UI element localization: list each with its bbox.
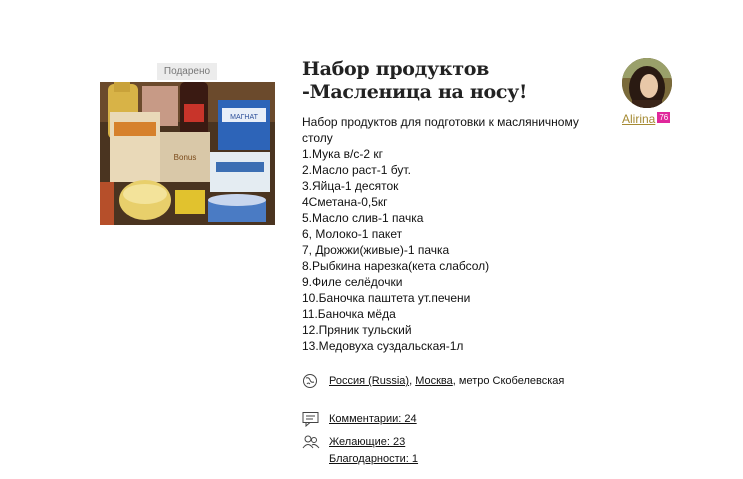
gift-photo[interactable]: [100, 82, 275, 225]
description-line: 7, Дрожжи(живые)-1 пачка: [302, 243, 450, 257]
gifted-badge: Подарено: [157, 63, 217, 80]
thanks-link[interactable]: Благодарности: 1: [329, 453, 419, 465]
gift-description: [302, 114, 602, 354]
bag-label: Bonus: [173, 153, 197, 162]
author-block: [622, 112, 670, 126]
comment-icon: [302, 411, 320, 427]
gift-title: Набор продуктов -Масленица на носу!: [302, 58, 528, 103]
description-line: 8.Рыбкина нарезка(кета слабсол): [302, 259, 490, 273]
comments-row: [302, 411, 417, 427]
description-line: столу: [302, 131, 333, 145]
author-name-link[interactable]: Alirina: [622, 112, 656, 126]
description-line: 1.Мука в/с-2 кг: [302, 147, 383, 161]
people-icon: [302, 434, 320, 450]
description-line: Набор продуктов для подготовки к масляничному: [302, 115, 579, 129]
description-line: 5.Масло слив-1 пачка: [302, 211, 424, 225]
description-line: 6, Молоко-1 пакет: [302, 227, 403, 241]
description-line: 3.Яйца-1 десяток: [302, 179, 399, 193]
thanks-row: [329, 453, 418, 465]
gift-photo-image: [100, 82, 275, 225]
location-separator: ,: [409, 375, 413, 387]
author-karma-badge: 76: [659, 113, 669, 122]
city-link[interactable]: Москва: [415, 375, 453, 387]
metro-text: , метро Скобелевская: [452, 375, 565, 387]
avatar-image: [622, 58, 672, 108]
wishers-row: [302, 434, 405, 450]
author-avatar[interactable]: [622, 58, 672, 108]
carton-label: МАГНАТ: [230, 114, 258, 121]
description-line: 4Сметана-0,5кг: [302, 195, 388, 209]
description-line: 2.Масло раст-1 бут.: [302, 163, 411, 177]
description-line: 12.Пряник тульский: [302, 323, 412, 337]
description-line: 13.Медовуха суздальская-1л: [302, 339, 464, 353]
description-line: 10.Баночка паштета ут.печени: [302, 291, 471, 305]
description-line: 9.Филе селёдочки: [302, 275, 403, 289]
wishers-link[interactable]: Желающие: 23: [329, 436, 406, 448]
comments-link[interactable]: Комментарии: 24: [329, 413, 417, 425]
location-row: [302, 373, 564, 389]
country-link[interactable]: Россия (Russia): [329, 375, 410, 387]
description-line: 11.Баночка мёда: [302, 307, 396, 321]
globe-icon: [302, 373, 320, 389]
